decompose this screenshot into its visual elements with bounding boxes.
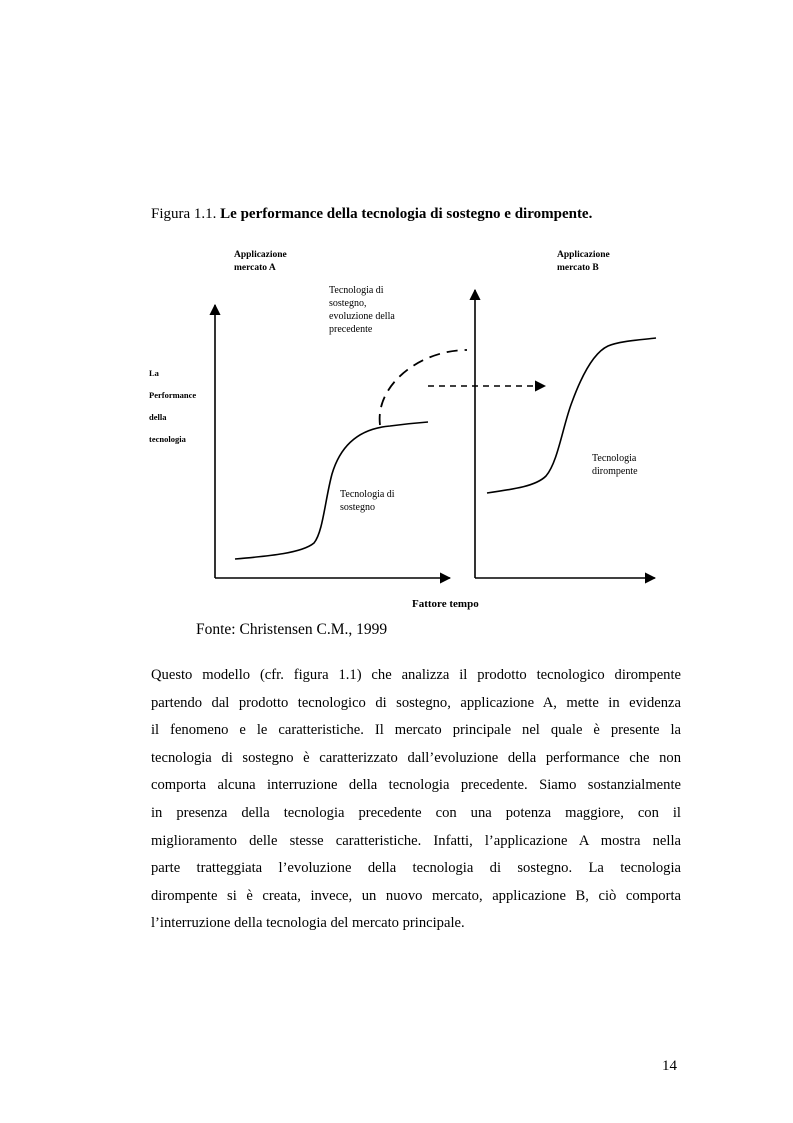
y-axis-label-line-2: Performance [149,390,197,400]
right-axis-title-line-2: mercato B [557,263,599,273]
body-paragraph [151,662,681,938]
evolution-annotation-line-1: Tecnologia di [329,285,384,296]
evolution-annotation-line-4: precedente [329,324,373,335]
sustaining-technology-curve [235,422,428,559]
page-number: 14 [662,1058,677,1074]
figure-source: Fonte: Christensen C.M., 1999 [196,621,388,638]
evolution-annotation-line-2: sostegno, [329,298,367,309]
disruptive-annotation-line-2: dirompente [592,466,638,477]
body-line: Questo modello (cfr. figura 1.1) che analizza il prodotto tecnologico dirompente [151,667,681,683]
body-line: dirompente si è creata, invece, un nuovo mercato, applicazione B, ciò comporta [151,887,681,904]
x-axis-label: Fattore tempo [412,598,479,610]
body-line: l’interruzione della tecnologia del mercato principale. [151,915,465,932]
figure-caption-title: Le performance della tecnologia di sostegno e dirompente. [220,206,593,222]
body-line: miglioramento delle stesse caratteristiche. Infatti, l’applicazione A mostra nella [151,832,681,849]
y-axis-label-line-1: La [149,368,159,378]
body-line: in presenza della tecnologia precedente con una potenza maggiore, con il [151,804,681,821]
body-line: comporta alcuna interruzione della tecnologia precedente. Siamo sostanzialmente [151,777,681,794]
left-axis-title-line-1: Applicazione [234,250,287,260]
left-axis-title-line-2: mercato A [234,263,276,273]
body-line: parte tratteggiata l’evoluzione della tecnologia di sostegno. La tecnologia [151,860,681,877]
right-axis-title [557,250,612,273]
y-axis-label-line-4: tecnologia [149,434,186,444]
body-line: tecnologia di sostegno è caratterizzato dall’evoluzione della performance che non [151,749,681,766]
body-line: partendo dal prodotto tecnologico di sostegno, applicazione A, mette in evidenza [151,694,681,711]
evolution-annotation-line-3: evoluzione della [329,311,395,322]
right-axis-title-line-1: Applicazione [557,250,610,260]
body-line: il fenomeno e le caratteristiche. Il mercato principale nel quale è presente la [151,722,681,739]
sustaining-annotation-line-1: Tecnologia di [340,489,395,500]
evolution-annotation [329,285,397,335]
y-axis-label [149,368,198,444]
sustaining-annotation [340,489,397,513]
disruptive-annotation-line-1: Tecnologia [592,453,637,464]
disruptive-annotation [592,453,639,477]
sustaining-annotation-line-2: sostegno [340,502,375,513]
figure-caption-label: Figura 1.1. [151,206,217,222]
left-axis-title [234,250,289,273]
y-axis-label-line-3: della [149,412,167,422]
evolution-dashed-arc [380,350,467,425]
